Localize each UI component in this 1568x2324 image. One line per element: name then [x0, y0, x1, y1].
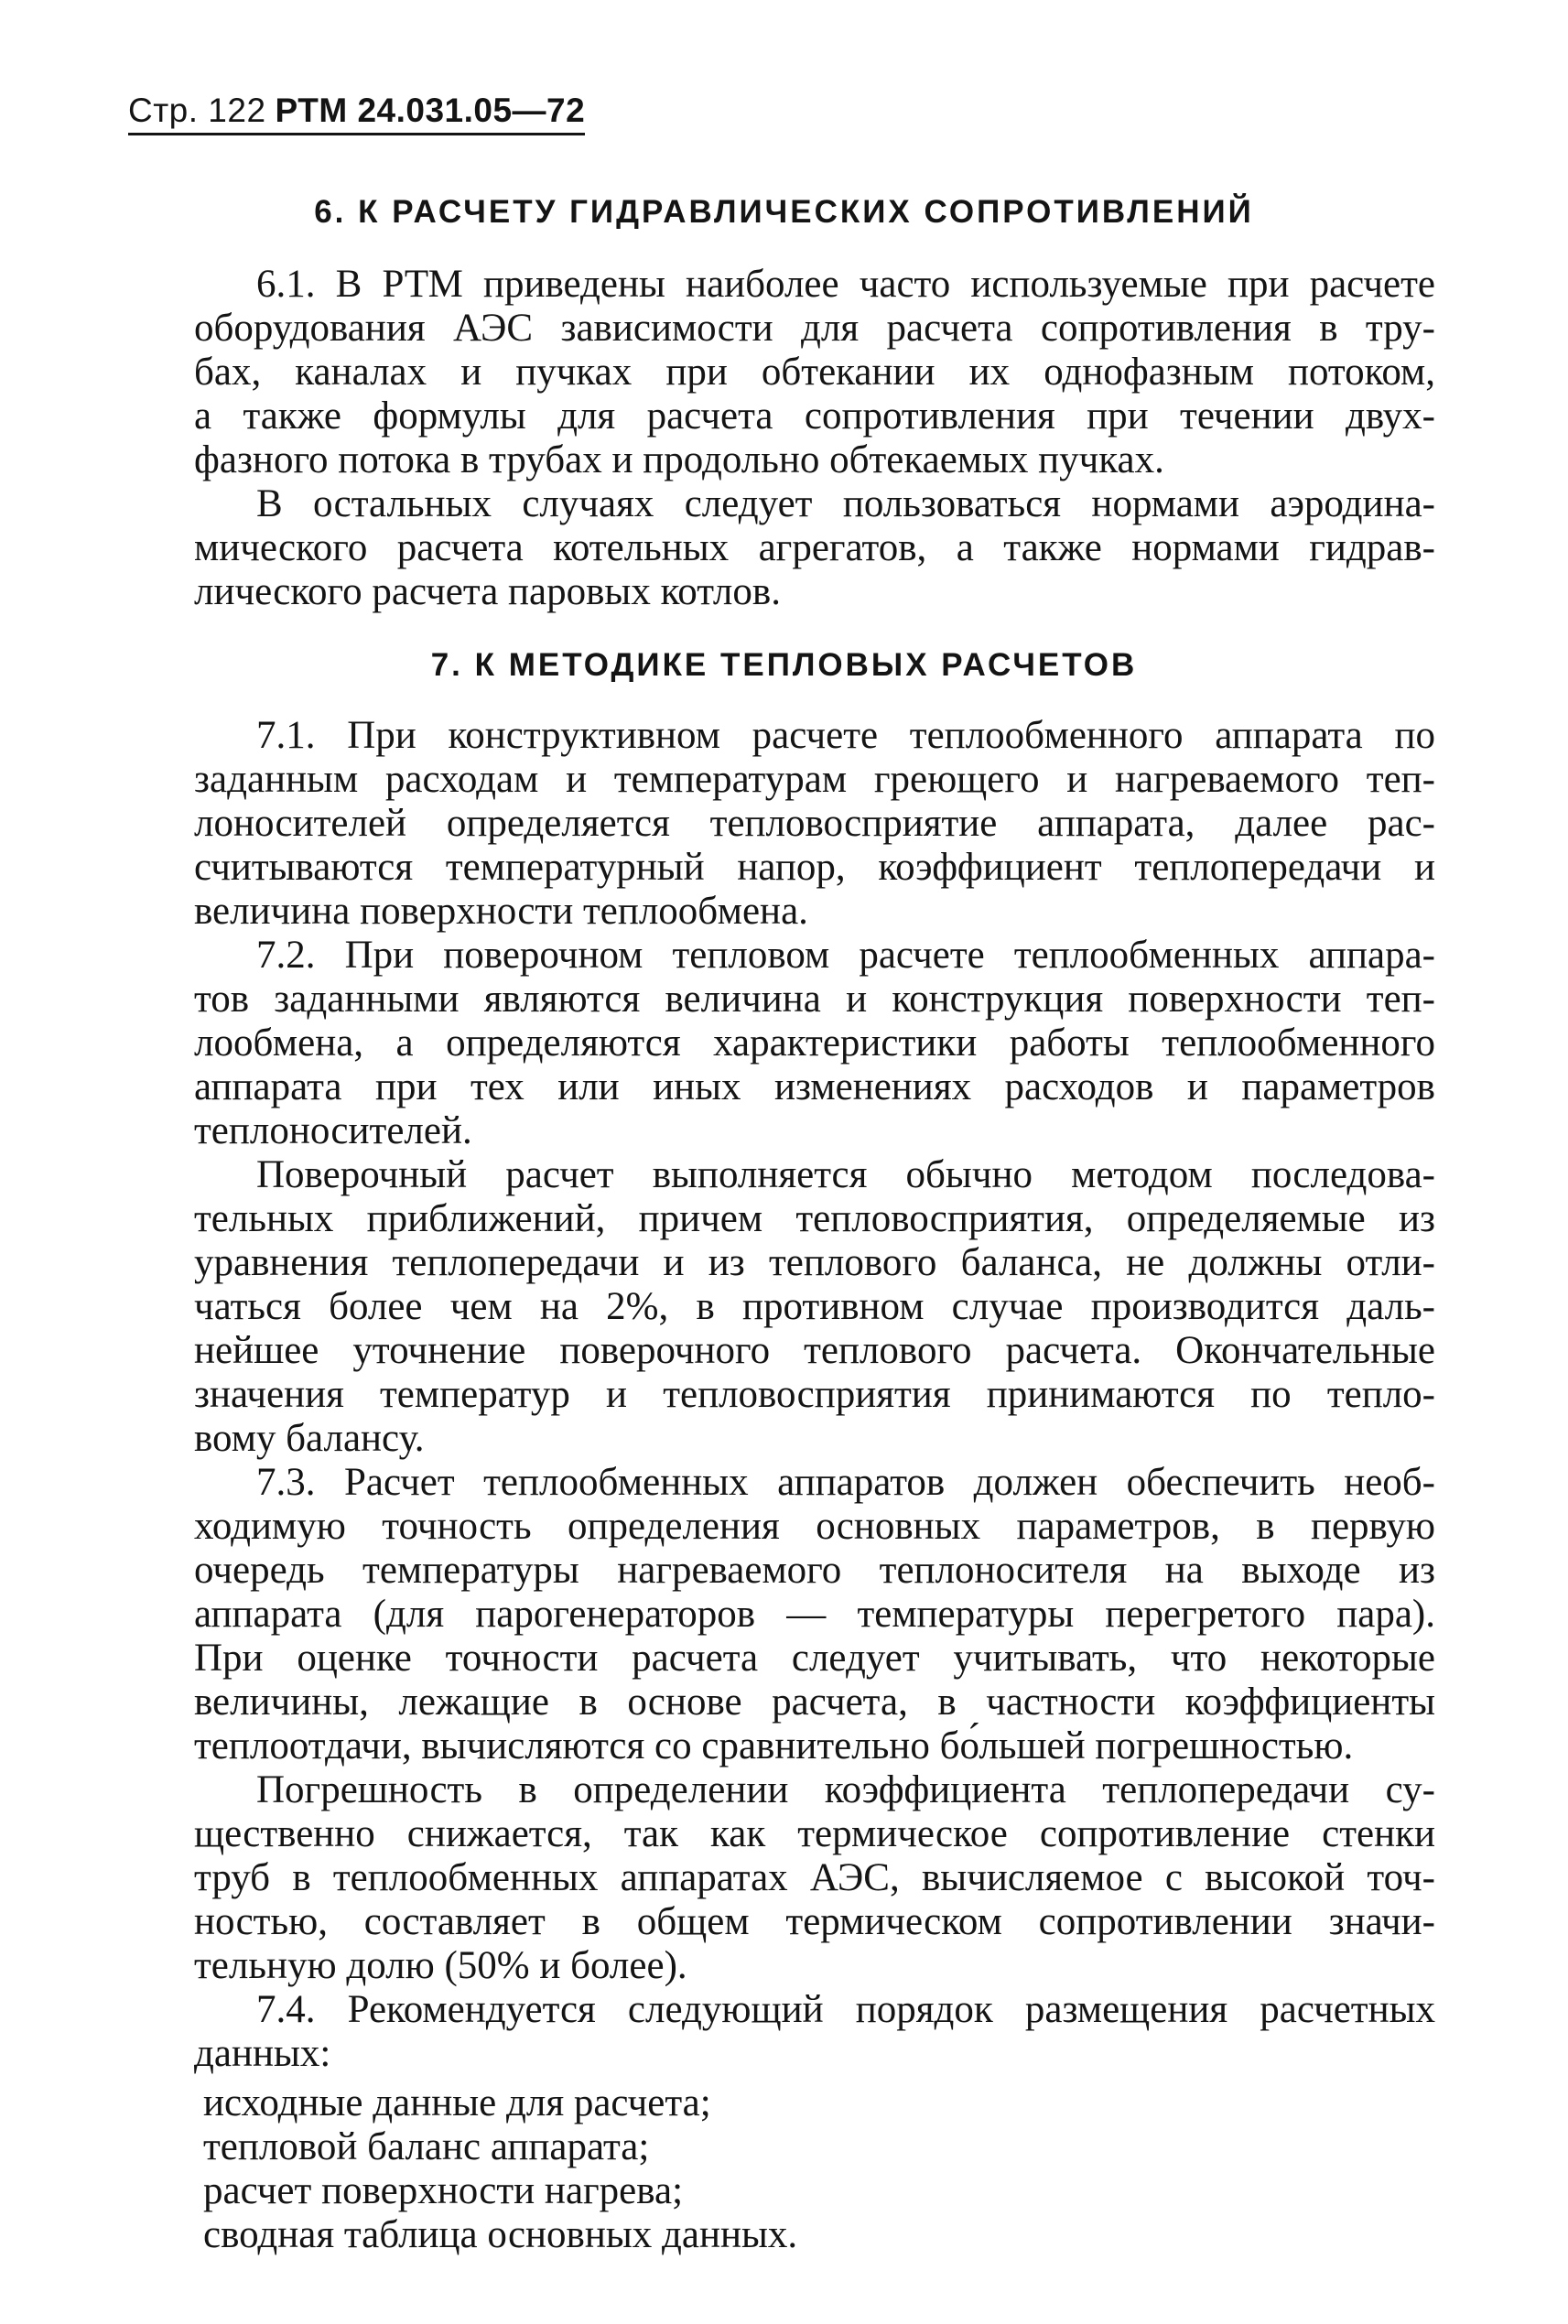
text-line: теплоотдачи, вычисляются со сравнительно бо́льшей погрешностью. [194, 1724, 1354, 1767]
list-item: тепловой баланс аппарата; [203, 2125, 650, 2168]
text-line: лического расчета паровых котлов. [194, 570, 781, 613]
text-line: величина поверхности теплообмена. [194, 890, 808, 933]
text-line: 7.3. Расчет теплообменных аппаратов должен обеспечить необ- [256, 1461, 1435, 1504]
text-line: 6.1. В РТМ приведены наиболее часто используемые при расчете [256, 263, 1435, 306]
text-line: В остальных случаях следует пользоваться нормами аэродина- [256, 482, 1435, 525]
text-line: тельных приближений, причем тепловосприятия, определяемые из [194, 1197, 1435, 1240]
section-7-title: 7. К МЕТОДИКЕ ТЕПЛОВЫХ РАСЧЕТОВ [430, 647, 1138, 683]
document-code: РТМ 24.031.05—72 [275, 92, 586, 129]
text-line: оборудования АЭС зависимости для расчета сопротивления в тру- [194, 307, 1435, 350]
text-line: заданным расходам и температурам греющего и нагреваемого теп- [194, 758, 1435, 801]
text-line: уравнения теплопередачи и из теплового баланса, не должны отли- [194, 1241, 1435, 1284]
text-line: Поверочный расчет выполняется обычно методом последова- [256, 1153, 1435, 1196]
list-item: расчет поверхности нагрева; [203, 2169, 684, 2212]
text-line: данных: [194, 2032, 331, 2075]
text-line: 7.4. Рекомендуется следующий порядок размещения расчетных [256, 1988, 1435, 2031]
text-line: тельную долю (50% и более). [194, 1944, 687, 1987]
text-line: аппарата (для парогенераторов — температуры перегретого пара). [194, 1593, 1435, 1636]
text-line: При оценке точности расчета следует учитывать, что некоторые [194, 1637, 1435, 1680]
text-line: нейшее уточнение поверочного теплового расчета. Окончательные [194, 1329, 1435, 1372]
text-line: лообмена, а определяются характеристики работы теплообменного [194, 1021, 1435, 1065]
section-6-title: 6. К РАСЧЕТУ ГИДРАВЛИЧЕСКИХ СОПРОТИВЛЕНИЙ [314, 194, 1254, 230]
list-item: сводная таблица основных данных. [203, 2213, 798, 2256]
text-line: величины, лежащие в основе расчета, в частности коэффициенты [194, 1681, 1435, 1724]
list-item: исходные данные для расчета; [203, 2081, 711, 2124]
text-line: труб в теплообменных аппаратах АЭС, вычисляемое с высокой точ- [194, 1856, 1435, 1899]
text-line: 7.2. При поверочном тепловом расчете теплообменных аппара- [256, 934, 1435, 977]
text-line: вому балансу. [194, 1417, 425, 1460]
text-line: 7.1. При конструктивном расчете теплообменного аппарата по [256, 714, 1435, 757]
text-line: очередь температуры нагреваемого теплоносителя на выходе из [194, 1549, 1435, 1592]
text-line: фазного потока в трубах и продольно обтекаемых пучках. [194, 438, 1164, 481]
text-line: чаться более чем на 2%, в противном случае производится даль- [194, 1285, 1435, 1328]
text-line: считываются температурный напор, коэффициент теплопередачи и [194, 846, 1435, 889]
text-line: ностью, составляет в общем термическом сопротивлении значи- [194, 1900, 1435, 1943]
text-line: лоносителей определяется тепловосприятие аппарата, далее рас- [194, 802, 1435, 845]
text-line: значения температур и тепловосприятия принимаются по тепло- [194, 1373, 1435, 1416]
text-line: теплоносителей. [194, 1109, 472, 1152]
text-line: а также формулы для расчета сопротивления при течении двух- [194, 395, 1435, 438]
page-number: Стр. 122 [128, 92, 266, 129]
text-line: аппарата при тех или иных изменениях расходов и параметров [194, 1065, 1435, 1108]
text-line: тов заданными являются величина и конструкция поверхности теп- [194, 978, 1435, 1021]
text-line: бах, каналах и пучках при обтекании их однофазным потоком, [194, 351, 1435, 394]
text-line: ходимую точность определения основных параметров, в первую [194, 1505, 1435, 1548]
text-line: мического расчета котельных агрегатов, а также нормами гидрав- [194, 526, 1435, 569]
text-line: Погрешность в определении коэффициента теплопередачи су- [256, 1768, 1435, 1811]
running-head [128, 92, 585, 135]
text-line: щественно снижается, так как термическое сопротивление стенки [194, 1812, 1435, 1855]
